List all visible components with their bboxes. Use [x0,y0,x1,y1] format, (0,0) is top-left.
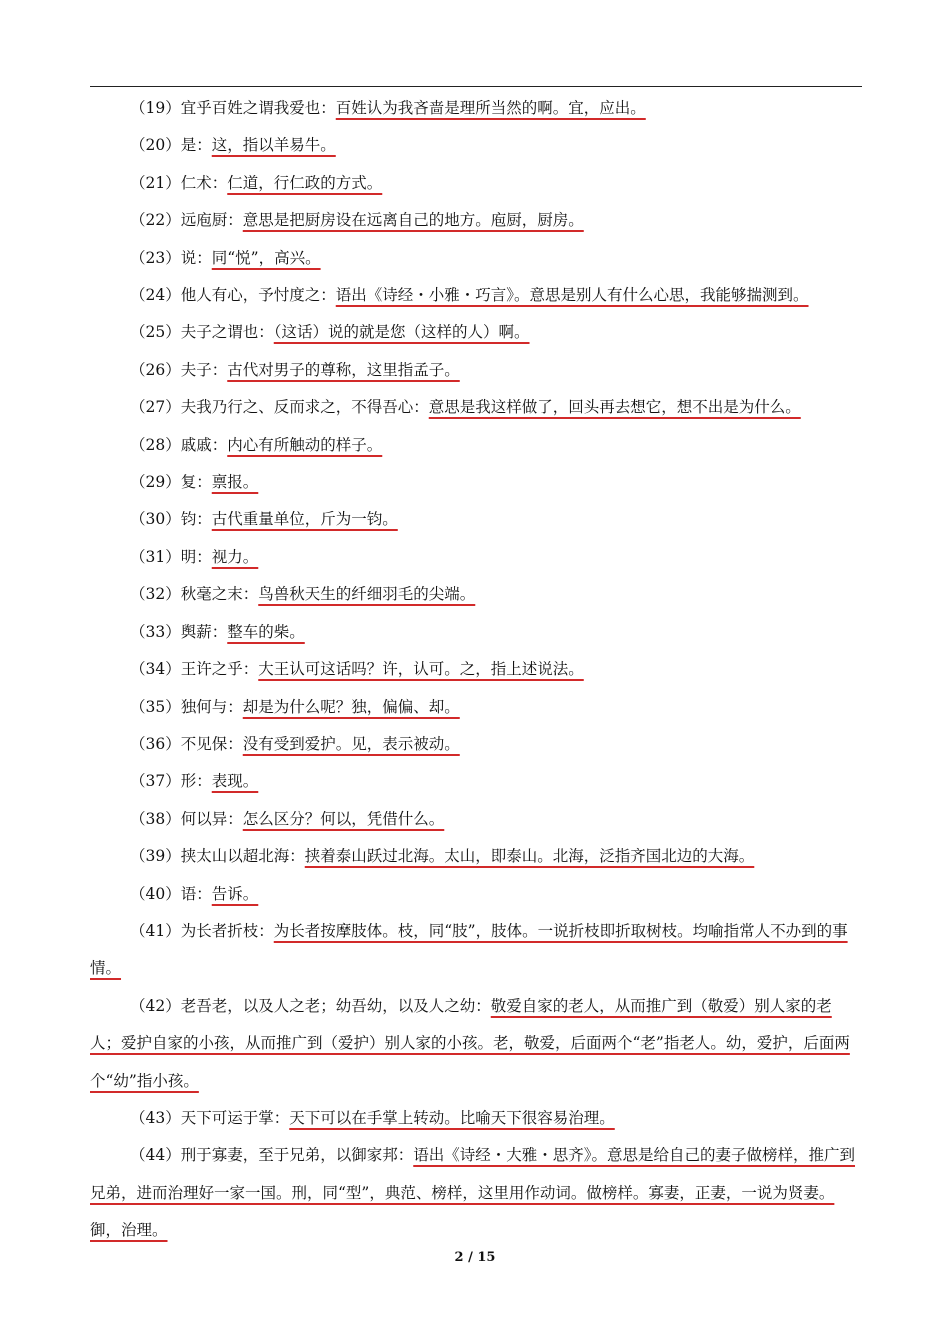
annotation-44 [90,1137,862,1249]
annotation-term: 明： [180,547,212,566]
annotation-number: （24） [130,286,181,305]
annotation-number: （34） [130,660,181,679]
annotation-36 [90,726,862,763]
page-number [0,1250,950,1265]
annotation-term: 刑于寡妻，至于兄弟，以御家邦： [180,1146,414,1165]
page-separator: / [468,1250,473,1265]
annotation-number: （31） [130,547,181,566]
annotation-number: （26） [130,360,181,379]
annotation-number: （40） [130,884,181,903]
annotation-term: 夫我乃行之、反而求之，不得吾心： [180,398,429,417]
annotation-term: 戚戚： [180,435,228,454]
annotation-term: 不见保： [180,734,243,753]
annotation-term: 挟太山以超北海： [180,847,305,866]
annotation-34 [90,651,862,688]
annotation-term: 他人有心，予忖度之： [180,286,336,305]
header-rule [90,86,862,87]
annotation-definition: 为长者按摩肢体。枝，同“肢”，肢体。一说折枝即折取树枝。均喻指常人不办到的事情。 [90,921,848,978]
annotation-27 [90,389,862,426]
annotation-definition: 这，指以羊易牛。 [211,136,336,155]
annotation-definition: 视力。 [211,547,259,566]
annotation-term: 秋毫之末： [180,585,259,604]
annotation-number: （43） [130,1108,181,1127]
annotation-number: （35） [130,697,181,716]
annotation-definition: 没有受到爱护。见，表示被动。 [242,734,460,753]
annotation-term: 天下可运于掌： [180,1108,290,1127]
annotation-number: （27） [130,398,181,417]
annotation-definition: 内心有所触动的样子。 [227,435,383,454]
annotation-39 [90,838,862,875]
annotation-definition: 表现。 [211,772,259,791]
annotation-29 [90,464,862,501]
annotation-definition: 意思是我这样做了，回头再去想它，想不出是为什么。 [428,398,801,417]
annotation-term: 王许之乎： [180,660,259,679]
annotation-definition: 古代对男子的尊称，这里指孟子。 [227,360,460,379]
annotation-term: 为长者折枝： [180,921,274,940]
annotation-definition: 古代重量单位，斤为一钧。 [211,510,398,529]
annotation-25 [90,314,862,351]
annotation-term: 形： [180,772,212,791]
annotation-definition: 意思是把厨房设在远离自己的地方。庖厨，厨房。 [242,211,584,230]
annotation-definition: 大王认可这话吗？许，认可。之，指上述说法。 [258,660,584,679]
annotation-number: （32） [130,585,181,604]
annotation-number: （33） [130,622,181,641]
annotation-26 [90,352,862,389]
annotation-definition: 告诉。 [211,884,259,903]
annotation-definition: 语出《诗经・小雅・巧言》。意思是别人有什么心思，我能够揣测到。 [335,286,809,305]
annotation-number: （42） [130,996,181,1015]
annotation-35 [90,689,862,726]
annotation-33 [90,614,862,651]
annotation-definition: 却是为什么呢？独，偏偏、却。 [242,697,460,716]
annotation-definition: 鸟兽秋天生的纤细羽毛的尖端。 [258,585,476,604]
annotation-term: 独何与： [180,697,243,716]
annotation-number: （41） [130,921,181,940]
annotation-30 [90,501,862,538]
annotation-term: 语： [180,884,212,903]
annotation-number: （28） [130,435,181,454]
annotation-38 [90,801,862,838]
annotation-definition: 天下可以在手掌上转动。比喻天下很容易治理。 [289,1108,615,1127]
annotation-term: 说： [180,248,212,267]
annotation-24 [90,277,862,314]
annotation-number: （37） [130,772,181,791]
annotation-40 [90,876,862,913]
annotation-term: 何以异： [180,809,243,828]
annotation-21 [90,165,862,202]
annotation-term: 钧： [180,510,212,529]
annotation-term: 老吾老，以及人之老；幼吾幼，以及人之幼： [180,996,491,1015]
annotation-number: （39） [130,847,181,866]
annotation-term: 舆薪： [180,622,228,641]
annotation-number: （36） [130,734,181,753]
annotation-definition: 怎么区分？何以，凭借什么。 [242,809,445,828]
annotation-37 [90,763,862,800]
annotation-definition: （这话）说的就是您（这样的人）啊。 [273,323,530,342]
annotation-number: （19） [130,99,181,117]
annotation-definition: 敬爱自家的老人，从而推广到（敬爱）别人家的老人；爱护自家的小孩，从而推广到（爱护）别人家的小孩。老，敬爱，后面两个“老”指老人。幼，爱护，后面两个“幼”指小孩。 [90,996,850,1090]
annotation-number: （38） [130,809,181,828]
annotation-term: 夫子之谓也： [180,323,274,342]
annotation-31 [90,539,862,576]
annotation-number: （30） [130,510,181,529]
annotation-number: （20） [130,136,181,155]
annotation-42 [90,988,862,1100]
annotation-number: （44） [130,1146,181,1165]
annotation-term: 是： [180,136,212,155]
annotation-list [90,90,862,1250]
annotation-43 [90,1100,862,1137]
annotation-term: 复： [180,473,212,492]
annotation-number: （22） [130,211,181,230]
annotation-22 [90,202,862,239]
annotation-41 [90,913,862,988]
annotation-number: （21） [130,173,181,192]
annotation-number: （23） [130,248,181,267]
annotation-19 [90,90,862,127]
annotation-definition: 仁道，行仁政的方式。 [227,173,383,192]
annotation-definition: 语出《诗经・大雅・思齐》。意思是给自己的妻子做榜样，推广到兄弟，进而治理好一家一国。刑，同“型”，典范、榜样，这里用作动词。做榜样。寡妻，正妻，一说为贤妻。御，治理。 [90,1146,856,1240]
annotation-23 [90,240,862,277]
annotation-definition: 百姓认为我吝啬是理所当然的啊。宜，应出。 [335,99,646,117]
annotation-definition: 禀报。 [211,473,259,492]
annotation-term: 宜乎百姓之谓我爱也： [180,99,336,117]
annotation-term: 远庖厨： [180,211,243,230]
annotation-definition: 挟着泰山跃过北海。太山，即泰山。北海，泛指齐国北边的大海。 [304,847,755,866]
annotation-term: 夫子： [180,360,228,379]
annotation-definition: 同“悦”，高兴。 [211,248,321,267]
annotation-number: （29） [130,473,181,492]
annotation-20 [90,127,862,164]
annotation-definition: 整车的柴。 [227,622,305,641]
annotation-28 [90,427,862,464]
current-page: 2 [454,1250,464,1265]
annotation-term: 仁术： [180,173,228,192]
total-pages: 15 [477,1250,496,1265]
annotation-number: （25） [130,323,181,342]
annotation-32 [90,576,862,613]
